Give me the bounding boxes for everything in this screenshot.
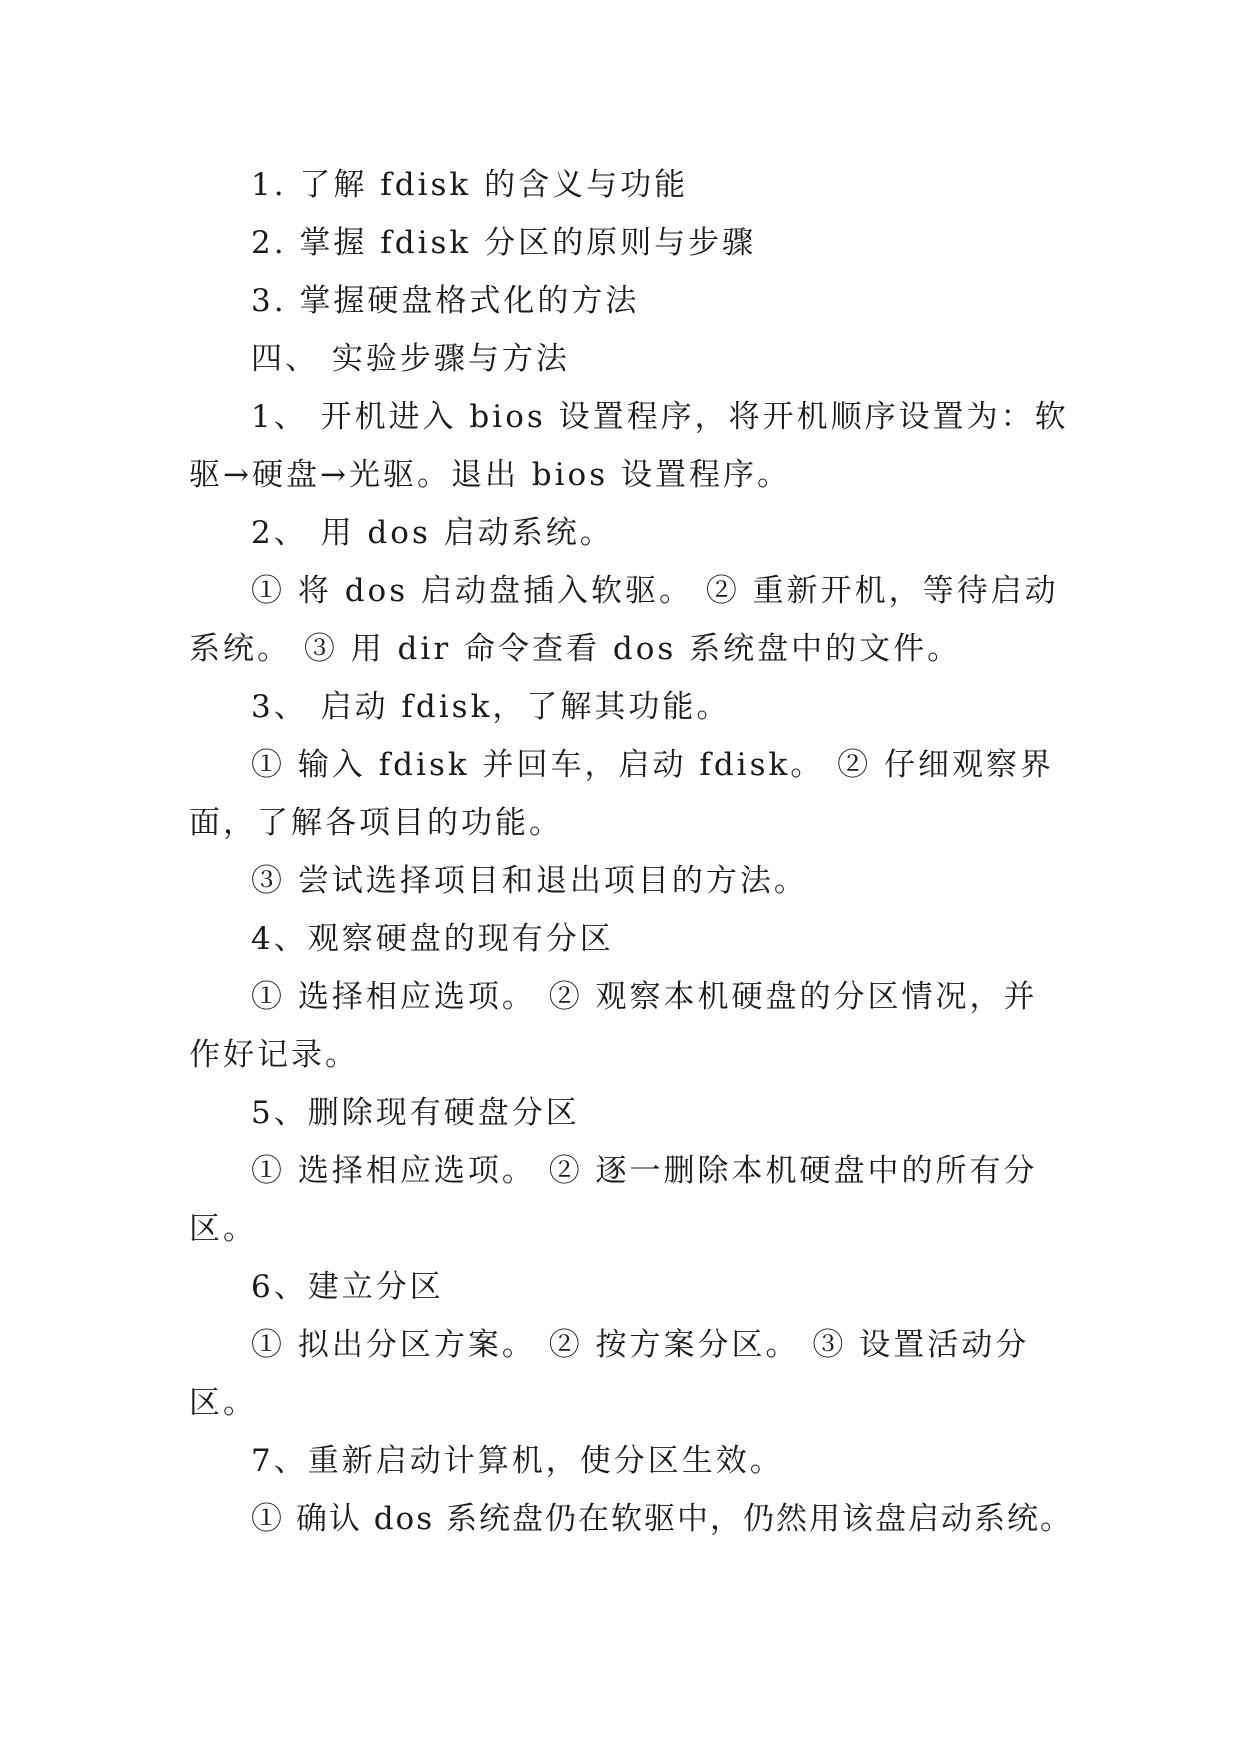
step-2-details: ① 将 dos 启动盘插入软驱。 ② 重新开机，等待启动系统。 ③ 用 dir 命令查看 dos 系统盘中的文件。 <box>189 573 1059 667</box>
document-body <box>189 156 1073 1548</box>
step-4: 4、观察硬盘的现有分区 <box>251 921 614 957</box>
step-6-details: ① 拟出分区方案。 ② 按方案分区。 ③ 设置活动分区。 <box>189 1327 1030 1421</box>
step-4-details: ① 选择相应选项。 ② 观察本机硬盘的分区情况，并作好记录。 <box>189 979 1038 1073</box>
section-heading: 四、 实验步骤与方法 <box>251 341 570 377</box>
step-3: 3、 启动 fdisk，了解其功能。 <box>251 689 731 725</box>
objective-2: 2. 掌握 fdisk 分区的原则与步骤 <box>251 225 757 261</box>
step-7: 7、重新启动计算机，使分区生效。 <box>251 1443 784 1479</box>
step-2: 2、 用 dos 启动系统。 <box>251 515 614 551</box>
step-1: 1、 开机进入 bios 设置程序，将开机顺序设置为：软驱→硬盘→光驱。退出 bios 设置程序。 <box>189 399 1069 493</box>
objective-1: 1. 了解 fdisk 的含义与功能 <box>251 167 689 203</box>
objective-3: 3. 掌握硬盘格式化的方法 <box>251 283 640 319</box>
step-3-details: ① 输入 fdisk 并回车，启动 fdisk。 ② 仔细观察界面，了解各项目的功能。 <box>189 747 1054 841</box>
step-7-details: ① 确认 dos 系统盘仍在软驱中，仍然用该盘启动系统。 <box>251 1501 1073 1537</box>
step-3-details-extra: ③ 尝试选择项目和退出项目的方法。 <box>251 863 808 899</box>
step-5: 5、删除现有硬盘分区 <box>251 1095 580 1131</box>
step-5-details: ① 选择相应选项。 ② 逐一删除本机硬盘中的所有分区。 <box>189 1153 1038 1247</box>
step-6: 6、建立分区 <box>251 1269 444 1305</box>
